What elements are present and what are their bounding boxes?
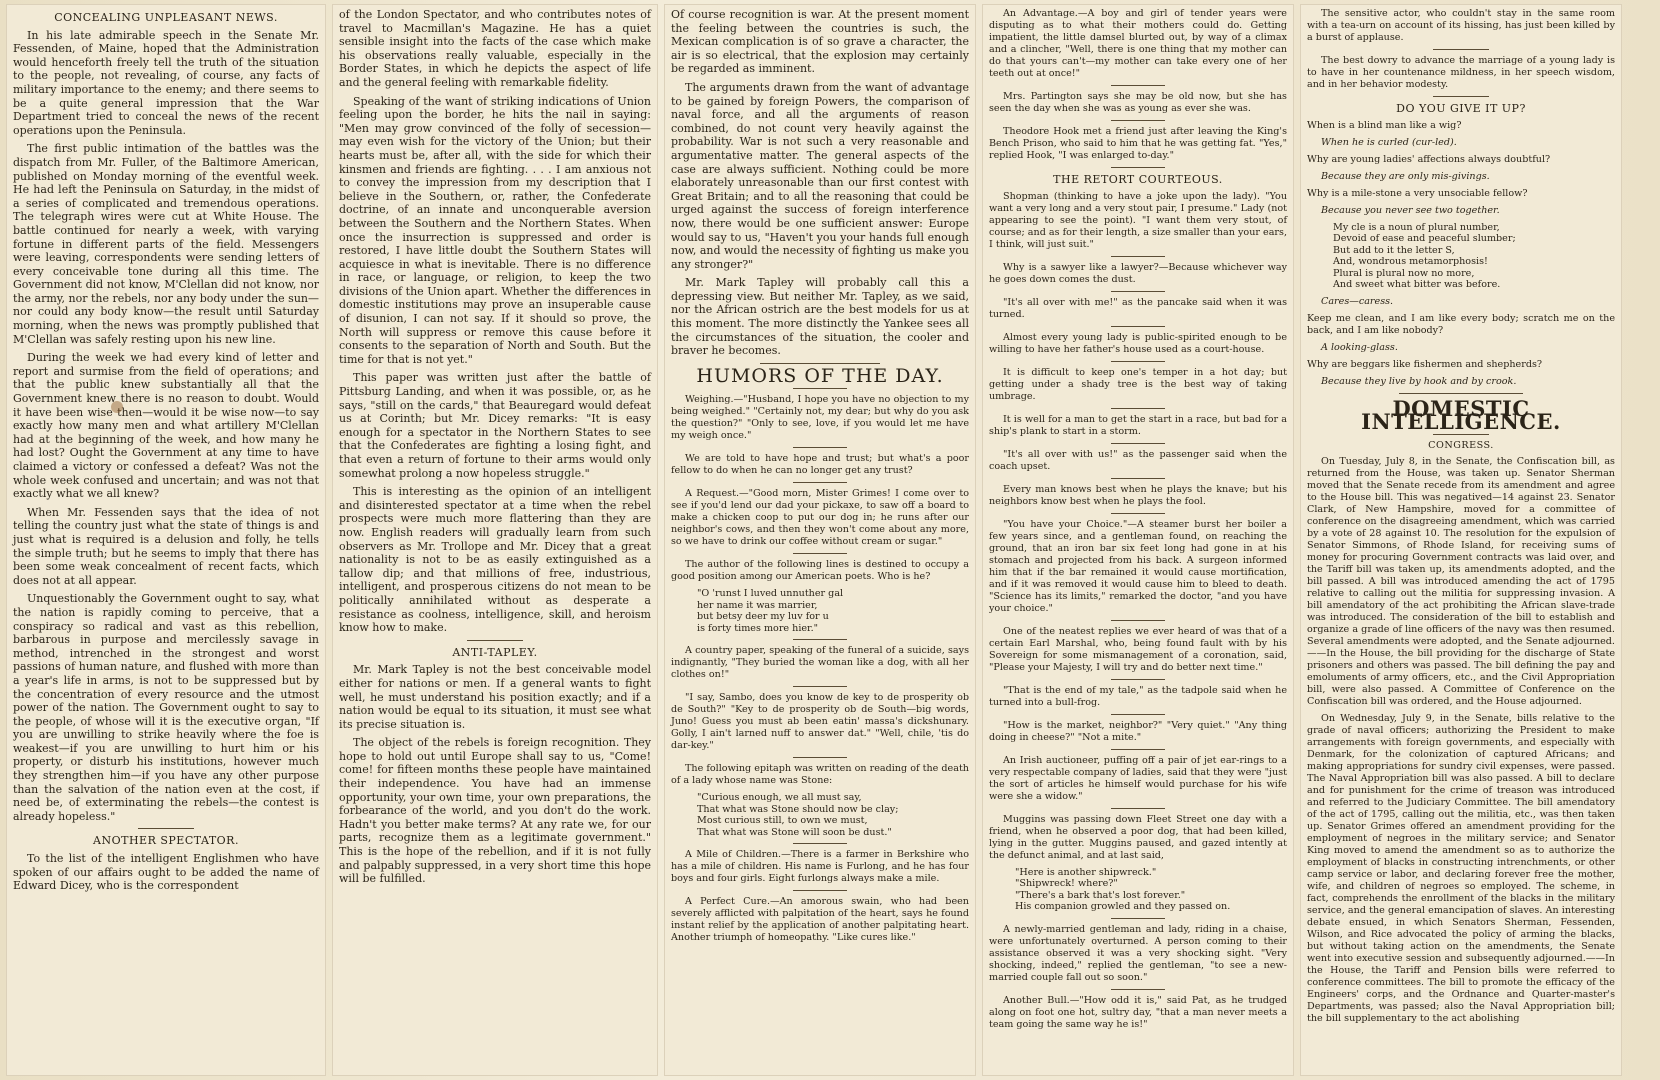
divider <box>1111 361 1165 362</box>
column-2 <box>332 4 658 1076</box>
divider <box>793 686 847 687</box>
divider <box>1111 478 1165 479</box>
paper-stain <box>111 401 123 413</box>
divider <box>1111 749 1165 750</box>
article-paragraph: To the list of the intelligent Englishmen who have spoken of our affairs ought to be added the name of Edward Dicey, who is the correspondent <box>13 852 319 893</box>
article-heading-anti-tapley: ANTI-TAPLEY. <box>452 645 538 659</box>
divider <box>1433 49 1488 50</box>
article-paragraph: of the London Spectator, and who contributes notes of travel to Macmillan's Magazine. He has a quiet sensible insight into the facts of the case which make his observations really valuable, especially in the Border States, in which he depicts the aspect of life and the general feeling with remarkable fidelity. <box>339 8 651 89</box>
joke-item: Theodore Hook met a friend just after leaving the King's Bench Prison, who said to him that he was getting fat. "Yes," replied Hook, "I was enlarged to-day." <box>989 126 1287 161</box>
section-heading-humors: HUMORS OF THE DAY. <box>696 364 944 387</box>
divider <box>1111 85 1165 86</box>
joke-item: One of the neatest replies we ever heard of was that of a certain Earl Marshal, who, being found fault with by his Sovereign for some mismanagement of a coronation, said, "Please your Majesty, I will try and do better next time." <box>989 625 1287 673</box>
joke-item: An Irish auctioneer, puffing off a pair of jet ear-rings to a very respectable company of ladies, said that they were "just the sort of articles he himself would purchase for his wife were she a widow." <box>989 754 1287 802</box>
riddle-question: Why are young ladies' affections always doubtful? <box>1307 153 1551 165</box>
riddle-question: Why is a mile-stone a very unsociable fellow? <box>1307 187 1528 199</box>
divider <box>793 388 847 389</box>
divider <box>1111 291 1165 292</box>
divider <box>793 553 847 554</box>
divider <box>793 482 847 483</box>
divider <box>1111 918 1165 919</box>
divider <box>1111 408 1165 409</box>
joke-item: Why is a sawyer like a lawyer?—Because whichever way he goes down comes the dust. <box>989 261 1287 285</box>
riddle-answer: Because they live by hook and by crook. <box>1321 375 1517 387</box>
joke-item: The following epitaph was written on reading of the death of a lady whose name was Stone: <box>671 763 969 787</box>
divider <box>1111 256 1165 257</box>
joke-item: A Request.—"Good morn, Mister Grimes! I come over to see if you'd lend our dad your pickaxe, to saw off a board to make a chicken coop to put our dog in; he runs after our neighbor's cows, and then they won't come about any more, so we have to drink our coffee without cream or sugar." <box>671 488 969 548</box>
verse: "O 'runst I luved unnuther gal her name it was marrier, but betsy deer my luv for u is forty times more hier." <box>697 588 844 634</box>
joke-item: Almost every young lady is public-spirited enough to be willing to have her father's house used as a court-house. <box>989 331 1287 355</box>
article-heading-another-spectator: ANOTHER SPECTATOR. <box>93 834 239 848</box>
article-paragraph: This paper was written just after the battle of Pittsburg Landing, and when it was possible, or, as he says, "still on the cards," that Beauregard would defeat us at Corinth; but Mr. Dicey remarks: "It is easy enough for a spectator in the Northern States to see that the Confederates are fighting a losing fight, and that even a return of fortune to their arms would only somewhat prolong a now hopeless struggle." <box>339 371 651 480</box>
joke-item: A country paper, speaking of the funeral of a suicide, says indignantly, "They buried the woman like a dog, with all her clothes on!" <box>671 645 969 681</box>
joke-item: "I say, Sambo, does you know de key to de prosperity ob de South?" "Key to de prosperity ob de South—big words, Juno! Guess you must ab been eatin' massa's dickshunary. Golly, I ain't larned nuff to answer dat." "Well, chile, 'tis do dar-key." <box>671 692 969 752</box>
joke-item: "That is the end of my tale," as the tadpole said when he turned into a bull-frog. <box>989 684 1287 708</box>
divider <box>138 828 193 829</box>
joke-item: "It's all over with me!" as the pancake said when it was turned. <box>989 296 1287 320</box>
divider <box>1111 808 1165 809</box>
article-paragraph: Mr. Mark Tapley is not the best conceivable model either for nations or men. If a general wants to fight well, he must understand his position exactly; and if a nation would be equal to its situation, it must see what its precise situation is. <box>339 663 651 731</box>
riddle-question: When is a blind man like a wig? <box>1307 119 1462 131</box>
divider <box>1111 714 1165 715</box>
riddle-question: Keep me clean, and I am like every body; scratch me on the back, and I am like nobody? <box>1307 312 1615 336</box>
riddle-verse: My cle is a noun of plural number, Devoid of ease and peaceful slumber; But add to it the letter S, And, wondrous metamorphosis! Plural is plural now no more, And sweet what bitter was before. <box>1333 221 1516 291</box>
article-paragraph: On Wednesday, July 9, in the Senate, bills relative to the grade of naval officers; authorizing the President to make arrangements with foreign governments, and especially with Denmark, for the colonization of captured Africans; and making appropriations for sundry civil expenses, were passed. The Naval Appropriation bill was also passed. A bill to declare and for punishment for the crime of treason was introduced and referred to the Judiciary Committee. The bill amendatory of the act of 1795, calling out the militia, etc., was then taken up. Senator Grimes offered an amendment providing for the employment of negroes in the military service; and Senator King moved to amend the amendment so as to authorize the employment of blacks in constructing intrenchments, or other camp service or labor, and declaring forever free the mother, wife, and children of negroes so employed. The scheme, in fact, comprehends the enrollment of the blacks in the military service, and the general emancipation of slaves. An interesting debate ensued, in which Senators Sherman, Fessenden, Wilson, and Rice advocated the policy of arming the blacks, but without taking action on the amendments, the Senate went into executive session and subsequently adjourned.——In the House, the Tariff and Pension bills were referred to conference committees. The bill to promote the efficacy of the Engineers' corps, and the Ordnance and Quarter-master's Departments, was passed; also the Naval Appropriation bill; the bill supplementary to the act abolishing <box>1307 712 1615 1024</box>
subheading-congress: CONGRESS. <box>1428 439 1494 451</box>
joke-item: The author of the following lines is destined to occupy a good position among our American poets. Who is he? <box>671 559 969 583</box>
article-paragraph: The object of the rebels is foreign recognition. They hope to hold out until Europe shall say to us, "Come! come! for fifteen months these people have maintained their independence. You have had an immense opportunity, your own time, your own preparations, the forbearance of the world, and you don't do the work. Hadn't you better make terms? At any rate we, for our parts, recognize them as a legitimate government." This is the hope of the rebellion, and if it is not fully and palpably suppressed, in a very short time this hope will be fulfilled. <box>339 736 651 886</box>
joke-item: A newly-married gentleman and lady, riding in a chaise, were unfortunately overturned. A person coming to their assistance observed it was a very shocking sight. "Very shocking, indeed," replied the gentleman, "to see a new-married couple fall out so soon." <box>989 923 1287 983</box>
divider <box>1111 167 1165 168</box>
divider <box>760 363 879 364</box>
joke-item: "It's all over with us!" as the passenger said when the coach upset. <box>989 448 1287 472</box>
divider <box>1111 620 1165 621</box>
divider <box>1433 96 1488 97</box>
verse: "Here is another shipwreck." "Shipwreck! where?" "There's a bark that's lost forever." His companion growled and they passed on. <box>1015 866 1231 913</box>
divider <box>1111 443 1165 444</box>
section-heading-riddles: DO YOU GIVE IT UP? <box>1396 102 1526 115</box>
joke-item: Muggins was passing down Fleet Street one day with a friend, when he observed a poor dog, that had been killed, lying in the gutter. Muggins paused, and gazed intently at the defunct animal, and at last said, <box>989 813 1287 861</box>
divider <box>1111 679 1165 680</box>
joke-item: A Mile of Children.—There is a farmer in Berkshire who has a mile of children. His name is Furlong, and he has four boys and four girls. Eight furlongs always make a mile. <box>671 849 969 885</box>
divider <box>793 843 847 844</box>
riddle-answer: Because they are only mis-givings. <box>1321 170 1490 182</box>
section-heading-domestic: DOMESTIC INTELLIGENCE. <box>1361 395 1561 435</box>
riddle-answer: Cares—caress. <box>1321 295 1394 307</box>
divider <box>1399 393 1522 394</box>
joke-item: An Advantage.—A boy and girl of tender years were disputing as to what their mothers could do. Getting impatient, the little damsel blurted out, by way of a climax and a clincher, "Well, there is one thing that my mother can do that yours can't—my mother can take every one of her teeth out at once!" <box>989 8 1287 79</box>
article-paragraph: On Tuesday, July 8, in the Senate, the Confiscation bill, as returned from the House, was taken up. Senator Sherman moved that the Senate recede from its amendment and agree to the House bill. This was negatived—14 against 23. Senator Clark, of New Hampshire, moved for a committee of conference on the disagreeing amendment, which was carried by a vote of 28 against 10. The resolution for the expulsion of Senator Simmons, of Rhode Island, for receiving sums of money for procuring Government contracts was laid over, and the Tariff bill was taken up, its amendments adopted, and the bill passed. A bill was introduced amending the act of 1795 relative to calling out the militia for suppressing invasion. A bill amendatory of the act prohibiting the African slave-trade was introduced. The consideration of the bill to establish and organize a grade of line officers of the navy was then resumed. Several amendments were adopted, and the Senate adjourned.——In the House, the bill providing for the discharge of State prisoners and others was passed. The bill defining the pay and emoluments of army officers, etc., and the Civil Appropriation bill, were also passed. A Committee of Conference on the Confiscation bill was ordered, and the House adjourned. <box>1307 455 1615 707</box>
joke-item: Weighing.—"Husband, I hope you have no objection to my being weighed." "Certainly not, my dear; but why do you ask the question?" "Only to see, love, if you would let me have my weigh once." <box>671 394 969 442</box>
divider <box>793 447 847 448</box>
joke-item: Shopman (thinking to have a joke upon the lady). "You want a very long and a very stout pair, I presume." Lady (not appearing to see the point). "I want them very stout, of course; and as for their length, a size smaller than your ears, I think, will just suit." <box>989 190 1287 250</box>
joke-item: Another Bull.—"How odd it is," said Pat, as he trudged along on foot one hot, sultry day, "that a man never meets a team going the same way he is!" <box>989 994 1287 1030</box>
joke-item: It is difficult to keep one's temper in a hot day; but getting under a shady tree is the best way of taking umbrage. <box>989 366 1287 402</box>
divider <box>1111 513 1165 514</box>
divider <box>793 757 847 758</box>
divider <box>467 640 523 641</box>
article-paragraph: Unquestionably the Government ought to say, what the nation is rapidly coming to perceive, that a conspiracy so radical and vast as this rebellion, barbarous in purpose and mercilessly savage in method, intrenched in the strongest and worst passions of human nature, and flushed with more than a year's life in arms, is not to be suppressed but by the concentration of every resource and the utmost power of the nation. The Government ought to say to the people, of whose will it is the executive organ, "If you are unwilling to strike heavily where the foe is weakest—if you are unwilling to hurt him or his property, or disturb his institutions, however much they strengthen him—if you have any other purpose than the salvation of the nation even at the cost, if need be, of exterminating the rebels—the contest is already hopeless." <box>13 592 319 823</box>
divider <box>793 639 847 640</box>
riddle-answer: Because you never see two together. <box>1321 204 1500 216</box>
article-heading-concealing-news: CONCEALING UNPLEASANT NEWS. <box>54 11 278 24</box>
article-paragraph: Speaking of the want of striking indications of Union feeling upon the border, he hits the nail in saying: "Men may grow convinced of the folly of secession—may even wish for the victory of the Union; but their hearts must be, after all, with the side for which their kinsmen and friends are fighting. . . . I am anxious not to convey the impression from my description that I believe in the Southern, or, rather, the Confederate doctrine, of an innate and unconquerable aversion between the Southern and the Northern States. When once the insurrection is suppressed and order is restored, I have little doubt the Southern States will acquiesce in what is inevitable. There is no difference in race, or language, or religion, to keep the two divisions of the Union apart. Whether the differences in domestic institutions may prove an insuperable cause of disunion, I can not say. If it should so prove, the North will suppress or remove this cause before it consents to the separation of North and South. But the time for that is not yet." <box>339 94 651 366</box>
article-paragraph: In his late admirable speech in the Senate Mr. Fessenden, of Maine, hoped that the Administration would henceforth freely tell the truth of the situation to the people, not revealing, of course, any facts of military importance to the enemy; and there seems to be a quite general impression that the War Department tried to conceal the news of the recent operations upon the Peninsula. <box>13 28 319 137</box>
column-4 <box>982 4 1294 1076</box>
divider <box>1111 326 1165 327</box>
joke-item: The sensitive actor, who couldn't stay in the same room with a tea-urn on account of its hissing, has just been killed by a burst of applause. <box>1307 8 1615 43</box>
article-paragraph: The first public intimation of the battles was the dispatch from Mr. Fuller, of the Baltimore American, published on Monday morning of the eventful week. He had left the Peninsula on Saturday, in the midst of a series of complicated and tremendous operations. The telegraph wires were cut at White House. The battle continued for nearly a week, with varying fortune in different parts of the field. Messengers were leaving, correspondents were sending letters of every conceivable tone during all this time. The Government did not know, M'Clellan did not know, nor the army, nor the rebels, nor any body under the sun—nor could any body know—the result until Saturday morning, when the news was promptly published that M'Clellan was safely resting upon his new line. <box>13 142 319 346</box>
article-paragraph: Of course recognition is war. At the present moment the feeling between the countries is such, the Mexican complication is of so grave a character, the air is so electrical, that the explosion may certainly be regarded as imminent. <box>671 8 969 76</box>
riddle-answer: When he is curled (cur-led). <box>1321 136 1457 148</box>
joke-item: A Perfect Cure.—An amorous swain, who had been severely afflicted with palpitation of the heart, says he found instant relief by the application of another palpitating heart. Another triumph of homeopathy. "Like cures like." <box>671 896 969 944</box>
divider <box>793 890 847 891</box>
joke-item: Mrs. Partington says she may be old now, but she has seen the day when she was as young as ever she was. <box>989 91 1287 114</box>
joke-item: "You have your Choice."—A steamer burst her boiler a few years since, and a gentleman found, on reaching the ground, that an iron bar six feet long had gone in at his stomach and projected from his back. A surgeon informed him that if the bar remained it would cause mortification, and if it was removed it would cause him to bleed to death. "Science has its limits," remarked the doctor, "and you have your choice." <box>989 518 1287 614</box>
joke-item: Every man knows best when he plays the knave; but his neighbors know best when he plays the fool. <box>989 483 1287 507</box>
article-paragraph: Mr. Mark Tapley will probably call this a depressing view. But neither Mr. Tapley, as we said, nor the African ostrich are the best models for us at this moment. The more distinctly the Yankee sees all the circumstances of the situation, the cooler and braver he becomes. <box>671 276 969 358</box>
column-3 <box>664 4 976 1076</box>
verse: "Curious enough, we all must say, That what was Stone should now be clay; Most curious still, to own we must, That what was Stone will soon be dust." <box>697 792 899 838</box>
column-1 <box>6 4 326 1076</box>
joke-item: "How is the market, neighbor?" "Very quiet." "Any thing doing in cheese?" "Not a mite." <box>989 719 1287 743</box>
joke-item: It is well for a man to get the start in a race, but bad for a ship's plank to start in a storm. <box>989 413 1287 437</box>
riddle-answer: A looking-glass. <box>1321 341 1398 353</box>
article-paragraph: During the week we had every kind of letter and report and surmise from the field of operations; and that the public knew substantially all that the Government knew there is no reason to doubt. Would it have been wise then—would it be wise now—to say exactly how many men and what artillery M'Clellan had at the beginning of the week, and how many he had lost? Ought the Government at any time to have claimed a victory or confessed a defeat? Was not the whole week confused and uncertain; and was not that exactly what we all knew? <box>13 351 319 501</box>
divider <box>1111 989 1165 990</box>
joke-item: The best dowry to advance the marriage of a young lady is to have in her countenance mildness, in her speech wisdom, and in her behavior modesty. <box>1307 55 1615 90</box>
riddle-question: Why are beggars like fishermen and shepherds? <box>1307 358 1543 370</box>
article-paragraph: The arguments drawn from the want of advantage to be gained by foreign Powers, the comparison of naval force, and all the arguments of reason combined, do not count very heavily against the probability. War is not such a very reasonable and argumentative matter. The general aspects of the case are always sufficient. Nothing could be more elaborately unreasonable than our first contest with Great Britain; and to all the reasoning that could be urged against the success of foreign interference now, there would be one sufficient answer: Europe would say to us, "Haven't you your hands full enough now, and would the necessity of fighting us make you any stronger?" <box>671 80 969 271</box>
section-heading-retort: THE RETORT COURTEOUS. <box>1053 173 1223 186</box>
divider <box>1111 120 1165 121</box>
column-5 <box>1300 4 1622 1076</box>
joke-item: We are told to have hope and trust; but what's a poor fellow to do when he can no longer get any trust? <box>671 453 969 477</box>
article-paragraph: This is interesting as the opinion of an intelligent and disinterested spectator at a time when the rebel prospects were much more flattering than they are now. English readers will gradually learn from such observers as Mr. Trollope and Mr. Dicey that a great nationality is not to be as easily extinguished as a tallow dip; and that millions of free, industrious, intelligent, and prosperous citizens do not mean to be politically annihilated without as desperate a resistance as coolness, intelligence, skill, and heroism know how to make. <box>339 485 651 635</box>
article-paragraph: When Mr. Fessenden says that the idea of not telling the country just what the state of things is and just what is required is a delusion and folly, he tells the simple truth; but he seems to imply that there has been some weak concealment of recent facts, which does not at all appear. <box>13 505 319 587</box>
